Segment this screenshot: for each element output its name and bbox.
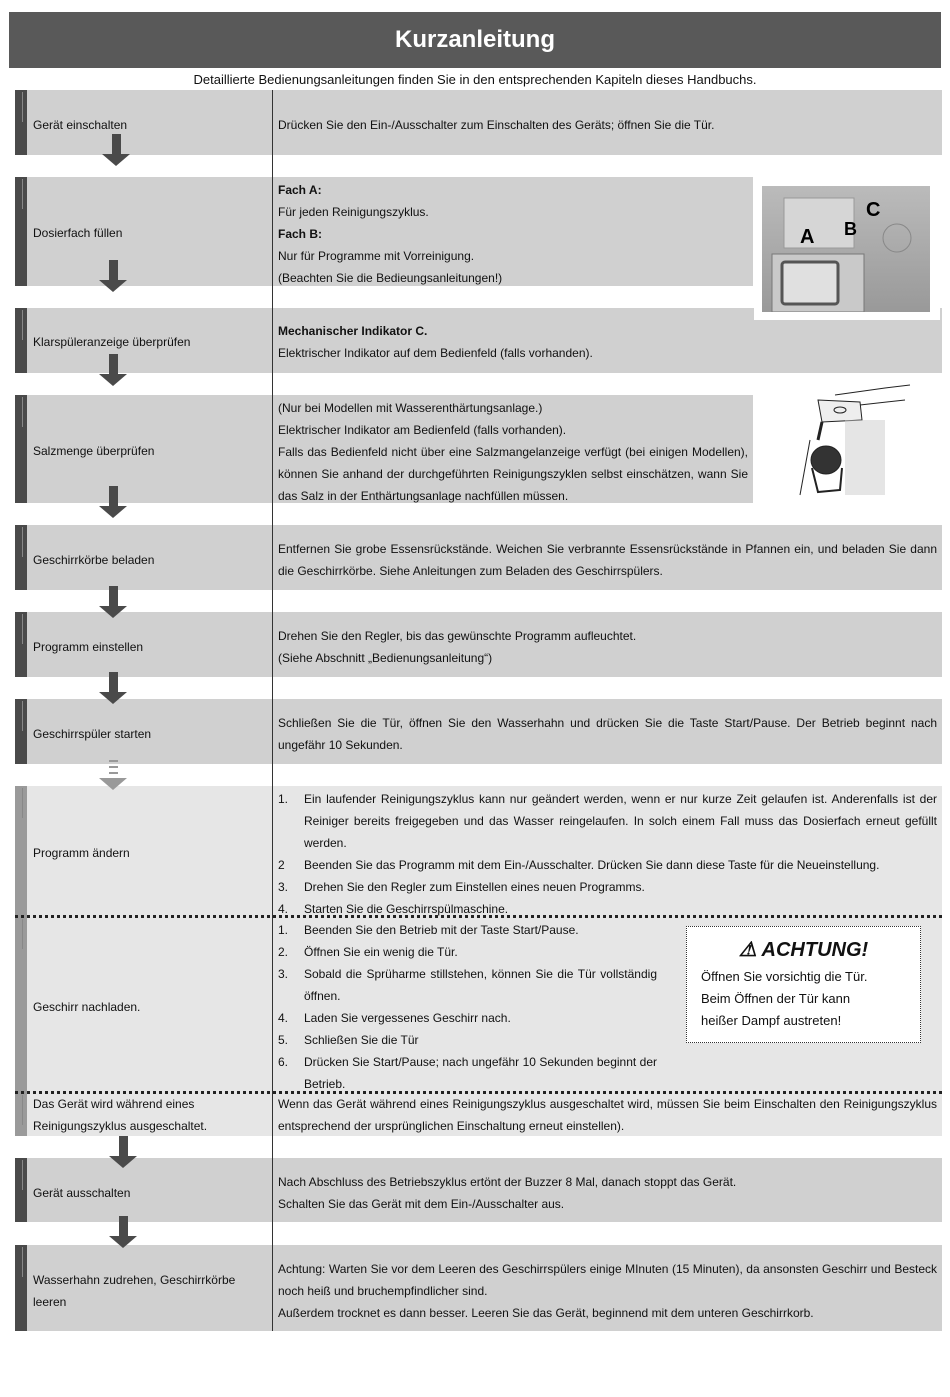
step-text — [278, 1258, 937, 1324]
step-bar — [15, 1158, 27, 1222]
list-item: 1. Beenden Sie den Betrieb mit der Taste Start/Pause. — [278, 923, 579, 937]
arrow-down-icon — [107, 1216, 139, 1248]
step-label: Klarspüleranzeige überprüfen — [33, 335, 191, 349]
salt-fill-illustration — [790, 380, 920, 500]
step-label: Dosierfach füllen — [33, 226, 123, 240]
warning-box — [686, 926, 921, 1043]
step-label: Wasserhahn zudrehen, Geschirrkörbe leeren — [33, 1273, 236, 1309]
step-bar — [15, 786, 27, 917]
step-label: Geschirr nachladen. — [33, 1000, 141, 1014]
step-text: Entfernen Sie grobe Essensrückstände. Weichen Sie verbrannte Essensrückstände in Pfannen ein, und beladen Sie dann die Geschirrkörbe. Siehe Anleitungen zum Beladen des Geschirrspülers. — [278, 542, 937, 578]
arrow-down-icon — [97, 260, 129, 292]
warning-icon: ⚠ — [738, 939, 757, 961]
dashed-arrow-down-icon — [97, 758, 129, 790]
arrow-down-icon — [100, 134, 132, 166]
arrow-down-icon — [97, 586, 129, 618]
step-label: Das Gerät wird während eines Reinigungszyklus ausgeschaltet. — [33, 1097, 208, 1133]
list-item: 1. Ein laufender Reinigungszyklus kann nur geändert werden, wenn er nur kurze Zeit gelaufen ist. Anderenfalls ist der Reiniger bereits freigegeben und das Wasser reingelaufen. In solch einem Fall muss das Dosierfach erneut gefüllt werden. — [278, 792, 937, 850]
text-line: Nach Abschluss des Betriebszyklus ertönt der Buzzer 8 Mal, danach stoppt das Gerät. — [278, 1175, 737, 1189]
step-close-tap — [15, 1245, 942, 1331]
step-text — [278, 320, 937, 364]
step-power-on — [15, 90, 942, 155]
svg-text:B: B — [844, 219, 857, 239]
text-line: Fach A: — [278, 183, 322, 197]
list-item: 2 Beenden Sie das Programm mit dem Ein-/Ausschalter. Drücken Sie dann diese Taste für die Neueinstellung. — [278, 858, 880, 872]
list-item: 4. Laden Sie vergessenes Geschirr nach. — [278, 1011, 511, 1025]
text-line: (Siehe Abschnitt „Bedienungsanleitung“) — [278, 651, 493, 665]
step-select-program — [15, 612, 942, 677]
text-line: Elektrischer Indikator auf dem Bedienfeld (falls vorhanden). — [278, 346, 593, 360]
text-line: (Nur bei Modellen mit Wasserenthärtungsanlage.) — [278, 401, 543, 415]
step-bar — [15, 90, 27, 155]
step-bar — [15, 177, 27, 286]
text-line: Mechanischer Indikator C. — [278, 324, 428, 338]
step-text: Drücken Sie den Ein-/Ausschalter zum Einschalten des Geräts; öffnen Sie die Tür. — [278, 118, 715, 132]
warning-line: heißer Dampf austreten! — [701, 1013, 842, 1028]
step-bar — [15, 395, 27, 503]
text-line: (Beachten Sie die Bedieungsanleitungen!) — [278, 271, 503, 285]
text-line: Nur für Programme mit Vorreinigung. — [278, 249, 475, 263]
step-label: Salzmenge überprüfen — [33, 444, 155, 458]
step-text: Schließen Sie die Tür, öffnen Sie den Wasserhahn und drücken Sie die Taste Start/Pause. Der Betrieb beginnt nach ungefähr 10 Sekunden. — [278, 716, 937, 752]
dispenser-image — [754, 177, 940, 320]
step-bar — [15, 1245, 27, 1331]
step-label: Gerät ausschalten — [33, 1186, 131, 1200]
step-text — [278, 1171, 937, 1215]
step-bar — [15, 699, 27, 764]
text-line: Für jeden Reinigungszyklus. — [278, 205, 429, 219]
step-power-off-during-cycle — [15, 1093, 942, 1136]
arrow-down-icon — [107, 1136, 139, 1168]
text-paragraph: Falls das Bedienfeld nicht über eine Salzmangelanzeige verfügt (bei einigen Modellen), können Sie anhand der durchgeführten Reinigungszyklen selbst einschätzen, wann Sie das Salz in der Enthärtungsanlage nachfüllen müssen. — [278, 445, 748, 503]
warning-title: ACHTUNG! — [761, 939, 869, 961]
list-item: 2. Öffnen Sie ein wenig die Tür. — [278, 945, 458, 959]
step-text: Wenn das Gerät während eines Reinigungszyklus ausgeschaltet wird, müssen Sie beim Einschalten den Reinigungszyklus entsprechend der ursprünglichen Einschaltung erneut einstellen). — [278, 1097, 937, 1133]
list-item: 4. Starten Sie die Geschirrspülmaschine. — [278, 902, 509, 916]
step-switch-off — [15, 1158, 942, 1222]
step-bar — [15, 308, 27, 373]
dotted-divider — [15, 915, 942, 918]
text-paragraph: Außerdem trocknet es dann besser. Leeren Sie das Gerät, beginnend mit dem unteren Geschirrkorb. — [278, 1306, 814, 1320]
list-item: 5. Schließen Sie die Tür — [278, 1033, 419, 1047]
svg-text:A: A — [800, 226, 815, 248]
step-text — [278, 625, 937, 669]
warning-line: Öffnen Sie vorsichtig die Tür. — [701, 969, 868, 984]
dotted-divider — [15, 1091, 942, 1094]
text-paragraph: Achtung: Warten Sie vor dem Leeren des Geschirrspülers einige MInuten (15 Minuten), da ansonsten Geschirr und Besteck noch heiß und bruchempfindlicher sind. — [278, 1262, 937, 1298]
step-label: Programm einstellen — [33, 640, 144, 654]
text-line: Schalten Sie das Gerät mit dem Ein-/Ausschalter aus. — [278, 1197, 565, 1211]
step-label: Programm ändern — [33, 846, 130, 860]
step-bar — [15, 1093, 27, 1136]
arrow-down-icon — [97, 486, 129, 518]
text-line: Elektrischer Indikator am Bedienfeld (falls vorhanden). — [278, 423, 567, 437]
step-text — [278, 397, 748, 507]
step-list — [278, 919, 657, 1095]
step-start — [15, 699, 942, 764]
step-label: Geschirrkörbe beladen — [33, 553, 155, 567]
page-title: Kurzanleitung — [9, 12, 941, 68]
warning-line: Beim Öffnen der Tür kann — [701, 991, 851, 1006]
step-bar — [15, 917, 27, 1093]
step-change-program — [15, 786, 942, 917]
step-bar — [15, 612, 27, 677]
svg-text:C: C — [866, 199, 881, 221]
step-load-baskets — [15, 525, 942, 590]
text-line: Fach B: — [278, 227, 323, 241]
text-line: Drehen Sie den Regler, bis das gewünschte Programm aufleuchtet. — [278, 629, 637, 643]
step-label: Geschirrspüler starten — [33, 727, 152, 741]
subtitle: Detaillierte Bedienungsanleitungen finden Sie in den entsprechenden Kapiteln dieses Handbuchs. — [193, 72, 757, 87]
step-list — [278, 788, 937, 920]
arrow-down-icon — [97, 672, 129, 704]
column-divider — [272, 90, 273, 1331]
step-label: Gerät einschalten — [33, 118, 128, 132]
list-item: 3. Drehen Sie den Regler zum Einstellen eines neuen Programms. — [278, 880, 645, 894]
arrow-down-icon — [97, 354, 129, 386]
step-text — [278, 179, 748, 289]
step-bar — [15, 525, 27, 590]
list-item: 3. Sobald die Sprüharme stillstehen, können Sie die Tür vollständig öffnen. — [278, 967, 657, 1003]
list-item: 6. Drücken Sie Start/Pause; nach ungefähr 10 Sekunden beginnt der Betrieb. — [278, 1055, 657, 1091]
